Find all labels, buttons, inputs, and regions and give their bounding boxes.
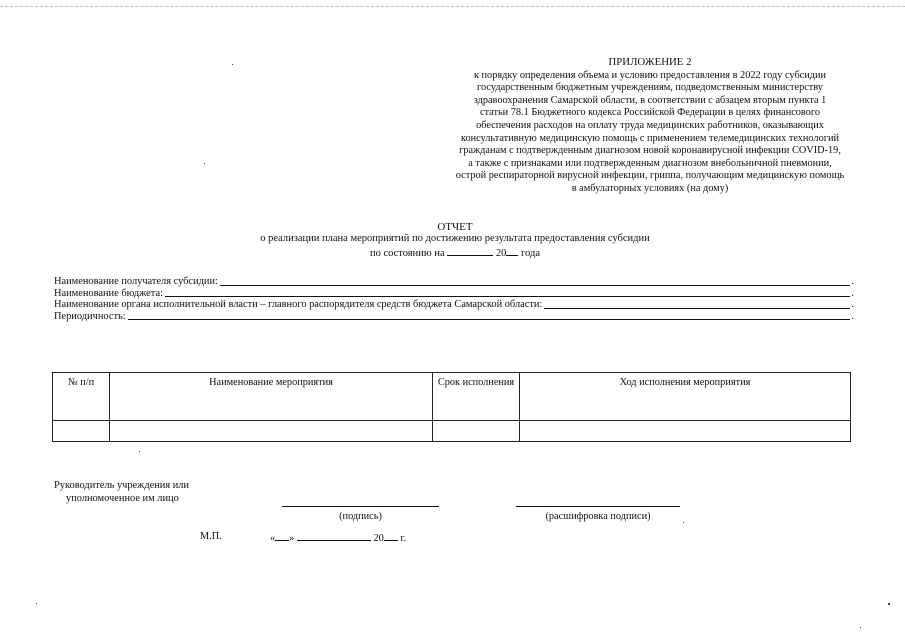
- signature-decode-line[interactable]: [516, 506, 680, 507]
- appendix-line: статьи 78.1 Бюджетного кодекса Российской Федерации в целях финансового: [479, 107, 820, 119]
- quote-open: «: [270, 533, 276, 544]
- quote-close: »: [289, 533, 295, 544]
- report-heading: [0, 221, 905, 260]
- date-prefix: по состоянию на: [369, 247, 445, 259]
- scan-speck: [888, 603, 890, 605]
- appendix-header: [440, 56, 860, 196]
- col-number: № п/п: [53, 373, 110, 421]
- table-header-row: [53, 373, 851, 421]
- year-suffix: г.: [400, 533, 406, 544]
- appendix-line: обеспечения расходов на оплату труда медицинских работников, оказывающих: [476, 119, 824, 131]
- field-recipient[interactable]: [54, 276, 854, 288]
- appendix-line: здравоохранения Самарской области, в соответствии с абзацем вторым пункта 1: [473, 94, 827, 106]
- year-blank[interactable]: [384, 531, 398, 541]
- appendix-line: острой респираторной вирусной инфекции, гриппа, получающим медицинскую помощь: [455, 170, 845, 182]
- scan-speck: [204, 163, 205, 164]
- field-budget[interactable]: [54, 288, 854, 300]
- report-subtitle: о реализации плана мероприятий по достижению результата предоставления субсидии: [260, 233, 650, 245]
- field-label: Наименование органа исполнительной власти – главного распорядителя средств бюджета Самарской области:: [54, 299, 543, 311]
- scan-speck: [683, 522, 684, 523]
- year-blank[interactable]: [506, 246, 518, 256]
- signatory-label: [54, 480, 189, 505]
- field-blank[interactable]: [544, 300, 850, 309]
- table-cell[interactable]: [53, 421, 110, 442]
- table-cell[interactable]: [110, 421, 433, 442]
- field-label: Наименование бюджета:: [54, 287, 163, 299]
- col-activity: Наименование мероприятия: [110, 373, 433, 421]
- scan-top-border: [0, 6, 905, 7]
- date-suffix: года: [521, 247, 541, 259]
- signature-caption: (подпись): [339, 511, 382, 522]
- appendix-line: к порядку определения объема и условию предоставления в 2022 году субсидии: [473, 69, 827, 81]
- activities-table: [52, 372, 851, 442]
- table-cell[interactable]: [433, 421, 520, 442]
- signatory-line1: Руководитель учреждения или: [54, 480, 190, 491]
- month-blank[interactable]: [297, 531, 371, 541]
- field-end: .: [851, 276, 854, 287]
- field-blank[interactable]: [128, 311, 851, 320]
- signature-decode-caption: (расшифровка подписи): [545, 511, 651, 522]
- scan-speck: [860, 627, 861, 628]
- appendix-line: в амбулаторных условиях (на дому): [571, 182, 729, 194]
- scan-speck: [232, 64, 233, 65]
- field-label: Периодичность:: [54, 310, 126, 322]
- scan-speck: [139, 451, 140, 452]
- sign-date: [270, 531, 406, 544]
- field-end: .: [851, 299, 854, 311]
- col-progress: Ход исполнения мероприятия: [520, 373, 851, 421]
- field-end: .: [851, 310, 854, 322]
- signatory-line2: уполномоченное им лицо: [66, 492, 179, 504]
- stamp-place: М.П.: [200, 531, 222, 542]
- field-blank[interactable]: [165, 288, 850, 297]
- day-blank[interactable]: [275, 531, 289, 541]
- field-label: Наименование получателя субсидии:: [54, 276, 218, 287]
- appendix-line: гражданам с подтвержденным диагнозом новой коронавирусной инфекции COVID-19,: [459, 145, 841, 157]
- signature-line[interactable]: [282, 506, 439, 507]
- date-blank[interactable]: [447, 246, 493, 256]
- appendix-line: консультативную медицинскую помощь с применением телемедицинских технологий: [461, 132, 839, 144]
- field-blank[interactable]: [220, 277, 850, 286]
- col-deadline: Срок исполнения: [433, 373, 520, 421]
- year-prefix: 20: [373, 533, 384, 544]
- report-fields: [54, 276, 854, 322]
- report-title: ОТЧЕТ: [437, 221, 473, 233]
- table-row: [53, 421, 851, 442]
- report-date-line: [0, 246, 905, 260]
- field-periodicity[interactable]: [54, 311, 854, 323]
- field-end: .: [851, 287, 854, 299]
- date-year-prefix: 20: [495, 247, 507, 259]
- appendix-title: ПРИЛОЖЕНИЕ 2: [608, 56, 692, 68]
- field-authority[interactable]: [54, 299, 854, 311]
- scan-speck: [36, 603, 37, 604]
- appendix-line: государственным бюджетным учреждениям, подведомственным министерству: [477, 82, 823, 94]
- table-cell[interactable]: [520, 421, 851, 442]
- appendix-line: а также с признаками или подтвержденным диагнозом внебольничной пневмонии,: [468, 157, 832, 169]
